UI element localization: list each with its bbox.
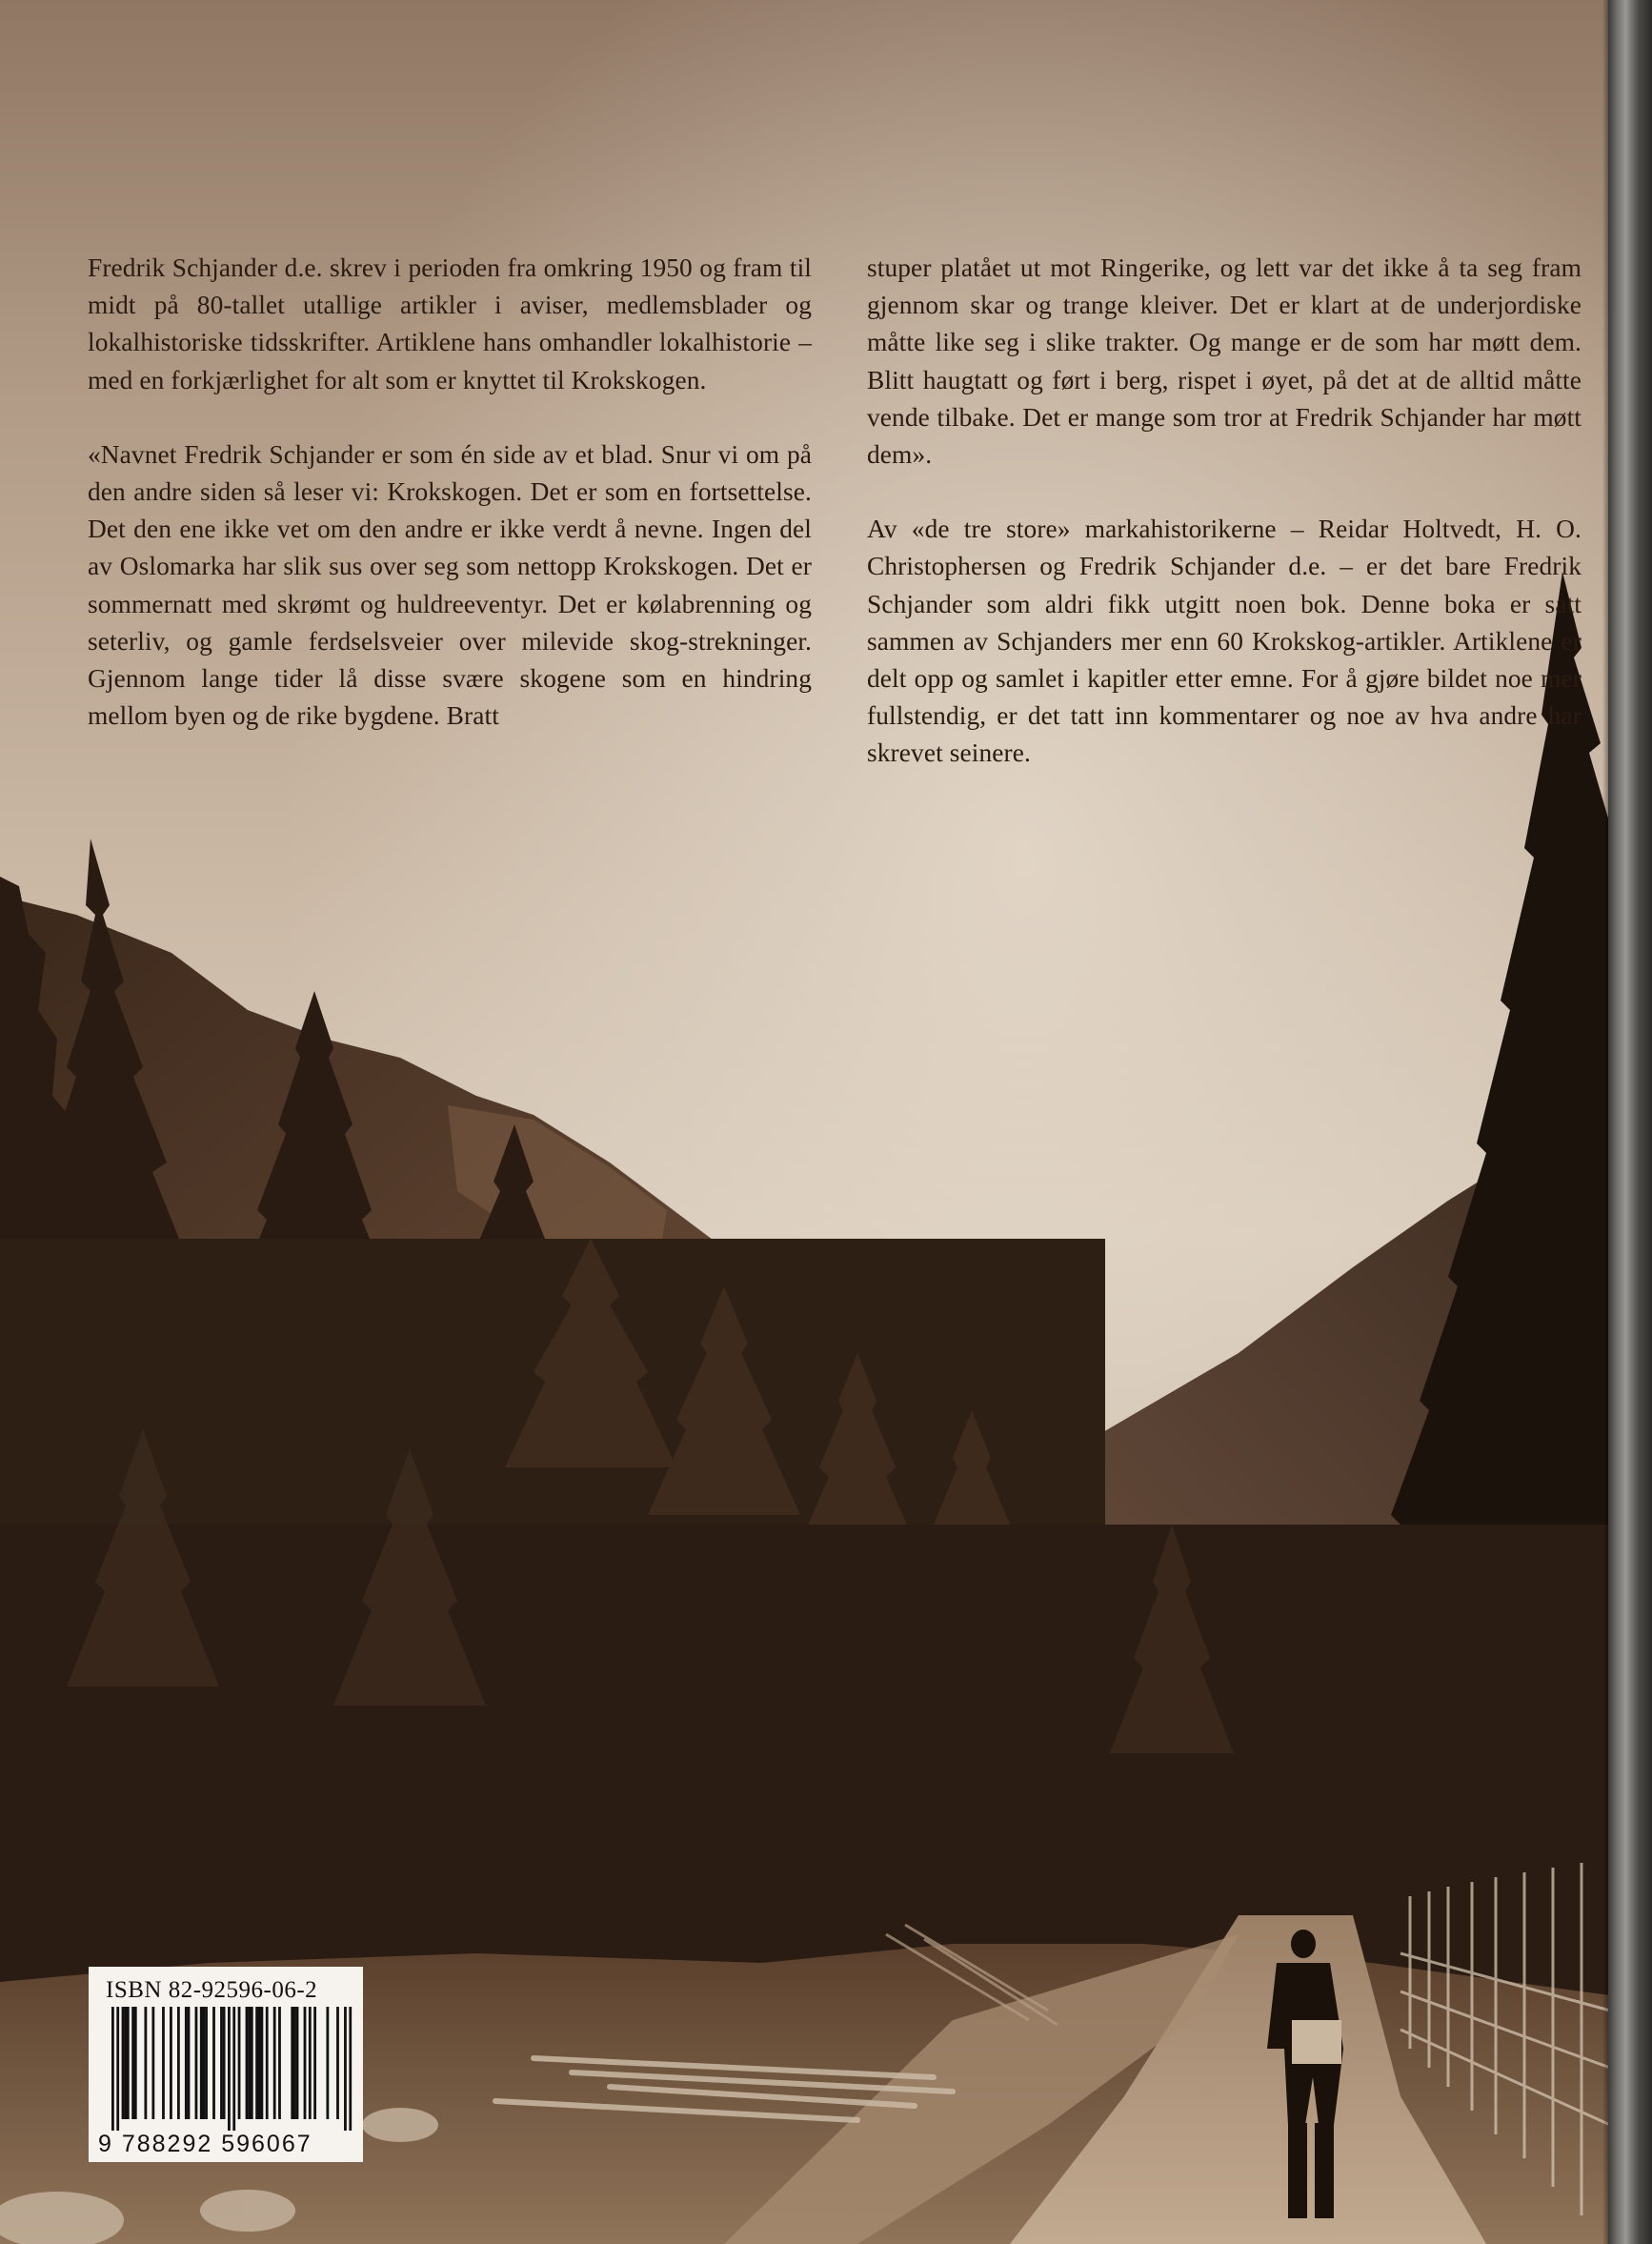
blurb-left-column [88,250,812,772]
barcode-bar [131,2007,134,2119]
barcode-bar [266,2007,269,2119]
barcode-number: 9 788292 596067 [98,2131,312,2157]
barcode-bar [309,2007,312,2119]
blurb-paragraph: stuper platået ut mot Ringerike, og lett var det ikke å ta seg fram gjennom skar og trange kleiver. Det er klart at de underjordiske måtte like seg i slike trakter. Og mange er de som har møtt dem. Blitt haugtatt og ført i berg, rispet i øyet, på det at de alltid måtte vende tilbake. Det er mange som tror at Fredrik Schjander har møtt dem». [867,253,1581,470]
barcode-bar [144,2007,147,2119]
isbn-label: ISBN 82-92596-06-2 [106,1977,318,2003]
blurb-paragraph: Av «de tre store» markahistorikerne – Reidar Holtvedt, H. O. Christophersen og Fredrik Schjander d.e. – er det bare Fredrik Schjander som aldri fikk utgitt noen bok. Denne boka er satt sammen av Schjanders mer enn 60 Krokskog-artikler. Artiklene er delt opp og samlet i kapitler etter emne. For å gjøre bildet noe mer fullstendig, er det tatt inn kommentarer og noe av hva andre har skrevet seinere. [867,515,1581,768]
barcode-bar [313,2007,316,2119]
barcode-bar [212,2007,215,2119]
barcode-bar [116,2007,119,2131]
barcode-bar [177,2007,180,2119]
barcode-bar [251,2007,253,2119]
blurb-paragraph: «Navnet Fredrik Schjander er som én side av et blad. Snur vi om på den andre siden så leser vi: Krokskogen. Det er som en fortsettelse. Det den ene ikke vet om den andre er ikke verdt å nevne. Ingen del av Oslomarka har slik sus over seg som nettopp Krokskogen. Det er sommernatt med skrømt og huldreeventyr. Det er kølabrenning og seterliv, og gamle ferdselsveier over milevide skog-strekninger. Gjennom lange tider lå disse svære skogene som en hindring mellom byen og de rike bygdene. Bratt [88,439,812,731]
barcode-bar [248,2007,251,2119]
barcode-bar [238,2007,241,2119]
barcode-bar [170,2007,172,2119]
barcode-bar [255,2007,258,2119]
isbn-barcode [89,1967,363,2162]
barcode-bar [293,2007,296,2119]
barcode-bar [232,2007,235,2131]
book-spine-edge [1608,0,1652,2244]
barcode-bar [134,2007,137,2119]
barcode-bar [258,2007,261,2119]
barcode-bar [200,2007,203,2119]
barcode-bar [336,2007,339,2119]
barcode-bar [278,2007,281,2119]
barcode-bar [122,2007,125,2119]
barcode-bar [344,2007,347,2131]
barcode-bar [127,2007,130,2119]
barcode-bar [162,2007,165,2119]
barcode-bar [228,2007,231,2131]
barcode-bars [94,2007,357,2131]
barcode-bar [223,2007,226,2119]
barcode-bar [124,2007,127,2119]
barcode-bar [205,2007,208,2119]
barcode-bar [273,2007,276,2119]
barcode-bar [296,2007,299,2119]
barcode-bar [326,2007,329,2119]
barcode-bar [202,2007,205,2119]
barcode-bar [185,2007,188,2119]
barcode-bar [349,2007,352,2131]
barcode-bar [111,2007,114,2131]
blurb-right-column [867,250,1581,810]
barcode-bar [220,2007,223,2119]
barcode-bar [304,2007,307,2119]
barcode-bar [188,2007,191,2119]
blurb-paragraph: Fredrik Schjander d.e. skrev i perioden fra omkring 1950 og fram til midt på 80-tallet utallige artikler i aviser, medlemsblader og lokalhistoriske tidsskrifter. Artiklene hans omhandler lokalhistorie – med en forkjærlighet for alt som er knyttet til Krokskogen. [88,253,812,394]
barcode-bar [261,2007,264,2119]
barcode-bar [246,2007,249,2119]
barcode-bar [291,2007,293,2119]
barcode-bar [151,2007,154,2119]
barcode-bar [195,2007,198,2119]
